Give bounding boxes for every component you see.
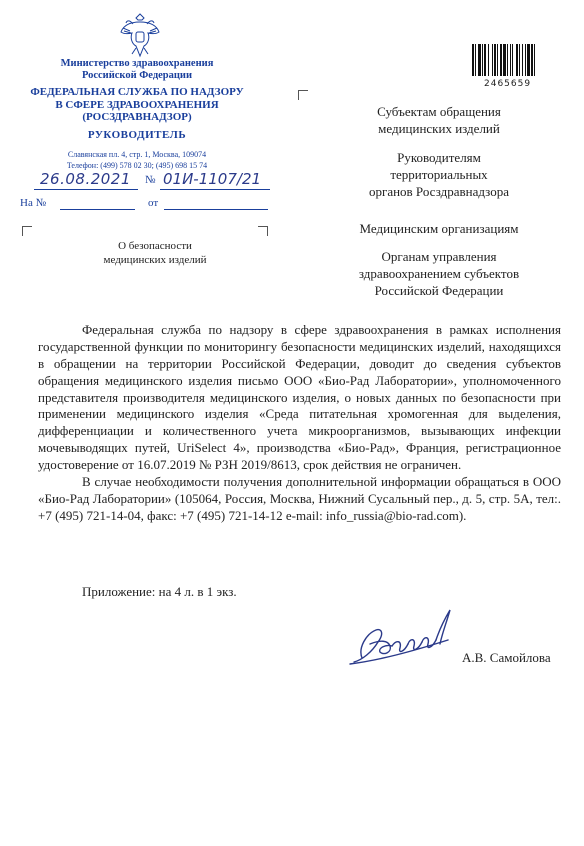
recipient-block-1: [318, 104, 560, 138]
body-paragraph-1: Федеральная служба по надзору в сфере здравоохранения в рамках исполнения государственной функции по мониторингу безопасности медицинских изделий, находящихся в обращении на территории Российской Федерации, доводит до сведения субъектов обращения медицинского изделия письмо ООО «Био-Рад Лаборатории», уполномоченного представителя производителя медицинского изделия, о новых данных по безопасности при применении медицинского изделия «Среда питательная хромогенная для выделения, дифференциации и количественного учета микроорганизмов, вызывающих инфекции мочевыводящих путей, UriSelect 4», производства «Био-Рад», Франция, регистрационное удостоверение от 16.07.2019 № РЗН 2019/8613, срок действия не ограничен.: [38, 322, 561, 473]
barcode-bar: [472, 44, 474, 76]
appendix-note: Приложение: на 4 л. в 1 экз.: [82, 584, 237, 599]
agency-line-2: В СФЕРЕ ЗДРАВООХРАНЕНИЯ: [55, 98, 219, 111]
barcode-bar: [525, 44, 526, 76]
recipient-line: Медицинским организациям: [359, 221, 519, 236]
reply-from-label: от: [148, 197, 159, 209]
barcode-bar: [531, 44, 533, 76]
letter-subject: [60, 239, 250, 268]
agency-line-1: ФЕДЕРАЛЬНАЯ СЛУЖБА ПО НАДЗОРУ: [30, 86, 244, 98]
barcode-bar: [516, 44, 518, 76]
barcode-bar: [494, 44, 496, 76]
recipient-block-4: [318, 249, 560, 300]
subject-corner-left: [22, 226, 32, 236]
barcode-bar: [484, 44, 486, 76]
address-line: Славянская пл. 4, стр. 1, Москва, 109074: [67, 150, 207, 159]
registration-number-underline: [160, 189, 270, 190]
recipient-line: Органам управления: [381, 249, 497, 264]
barcode-bar: [519, 44, 520, 76]
agency-name: [22, 86, 252, 124]
phone-line: Телефон: (499) 578 02 30; (495) 698 15 74: [66, 160, 208, 170]
barcode-bar: [478, 44, 481, 76]
registration-number-label: №: [145, 174, 156, 186]
coat-of-arms-emblem: [118, 12, 162, 60]
recipient-line: медицинских изделий: [378, 120, 500, 136]
recipient-line: территориальных: [390, 166, 488, 182]
barcode: [472, 44, 562, 76]
barcode-bar: [503, 44, 506, 76]
registration-date: 26.08.2021: [40, 170, 131, 188]
handwritten-signature: [340, 600, 460, 676]
recipient-line: Субъектам обращения: [377, 104, 501, 119]
barcode-bar: [492, 44, 493, 76]
reply-to-label: На №: [20, 197, 47, 209]
ministry-line-1: Министерство здравоохранения: [60, 58, 214, 69]
barcode-bar: [488, 44, 489, 76]
recipient-line: Руководителям: [397, 150, 481, 165]
body-paragraph-2: В случае необходимости получения дополнительной информации обращаться в ООО «Био-Рад Лаборатории» (105064, Россия, Москва, Нижний Сусальный пер., д. 5, стр. 5А, тел:. +7 (495) 721-14-04, факс: +7 (495) 721-14-12 e-mail: info_russia@bio-rad.com).: [38, 474, 561, 523]
recipient-block-2: [318, 150, 560, 201]
barcode-bar: [507, 44, 508, 76]
registration-number: 01И-1107/21: [163, 170, 262, 188]
barcode-bar: [475, 44, 476, 76]
barcode-bar: [500, 44, 502, 76]
recipient-line: здравоохранением субъектов: [358, 265, 520, 281]
reply-to-number-underline: [60, 209, 135, 210]
barcode-number: 2465659: [484, 79, 532, 89]
barcode-bar: [497, 44, 498, 76]
barcode-bar: [534, 44, 535, 76]
signer-name: А.В. Самойлова: [462, 650, 551, 665]
barcode-bar: [522, 44, 523, 76]
recipient-block-3: [318, 221, 560, 238]
subject-corner-right: [258, 226, 268, 236]
agency-line-3: (РОСЗДРАВНАДЗОР): [82, 111, 192, 124]
ministry-name: [22, 58, 252, 82]
subject-line-2: медицинских изделий: [103, 254, 207, 267]
barcode-bar: [482, 44, 483, 76]
recipient-corner: [298, 90, 308, 100]
reply-from-date-underline: [164, 209, 268, 210]
agency-address: [22, 150, 252, 172]
head-title: РУКОВОДИТЕЛЬ: [87, 129, 187, 141]
barcode-bar: [512, 44, 513, 76]
registration-date-underline: [34, 189, 138, 190]
letter-body: [38, 322, 561, 525]
barcode-bar: [527, 44, 530, 76]
ministry-line-2: Российской Федерации: [81, 70, 193, 82]
recipient-line: органов Росздравнадзора: [368, 183, 510, 199]
recipient-line: Российской Федерации: [374, 282, 504, 298]
barcode-bar: [510, 44, 511, 76]
subject-line-1: О безопасности: [118, 240, 192, 252]
